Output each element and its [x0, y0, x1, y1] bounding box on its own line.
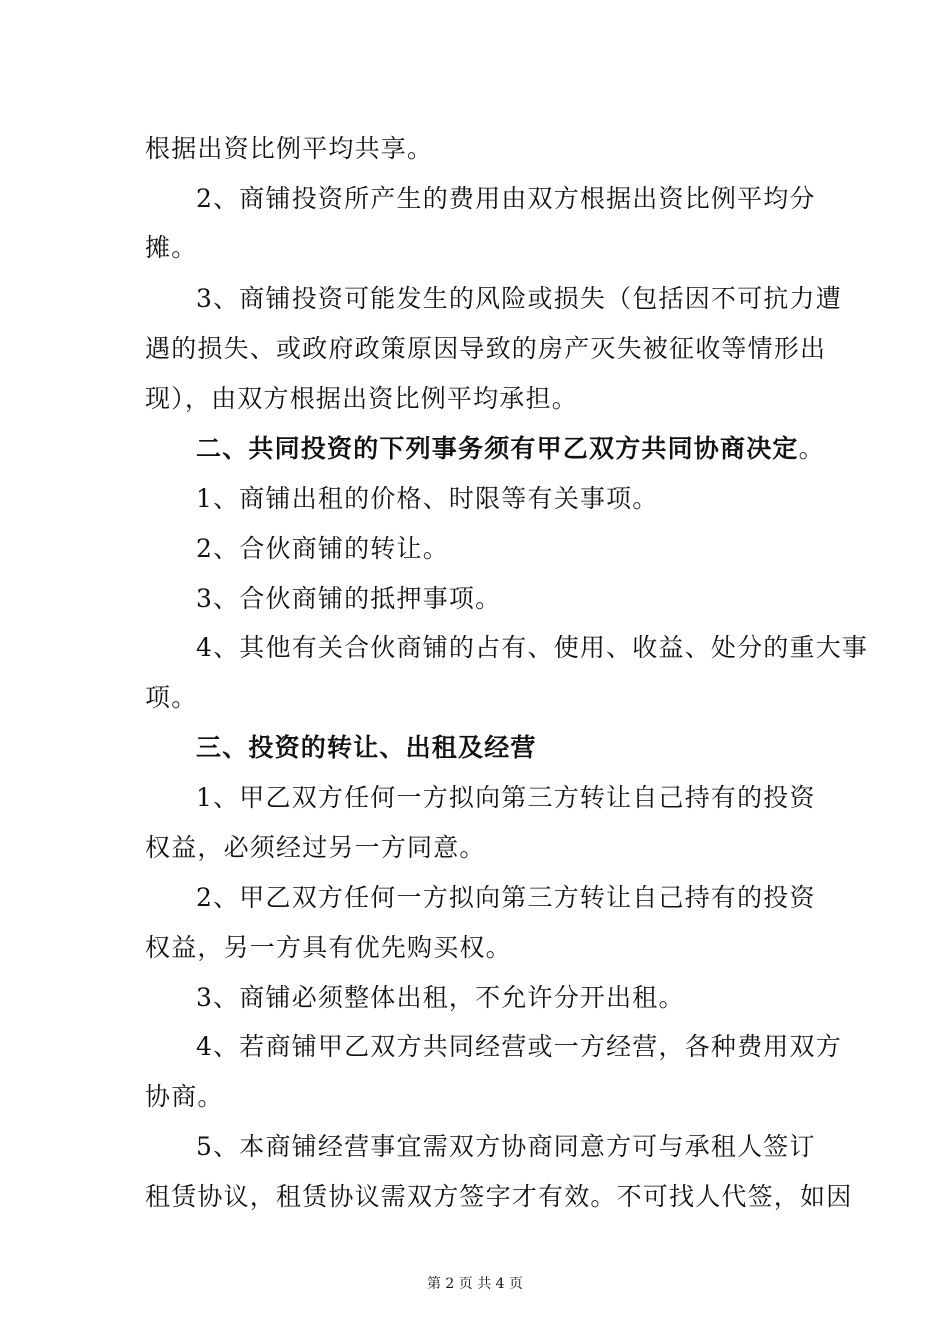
text-line-17: 权益，另一方具有优先购买权。: [145, 933, 512, 962]
text-line-12: 项。: [145, 683, 198, 712]
text-line-14: 1、甲乙双方任何一方拟向第三方转让自己持有的投资: [196, 783, 816, 812]
text-line-8: 1、商铺出租的价格、时限等有关事项。: [196, 484, 659, 513]
text-line-20: 协商。: [145, 1082, 224, 1111]
text-line-6: 现），由双方根据出资比例平均承担。: [145, 384, 578, 413]
text-line-2: 2、商铺投资所产生的费用由双方根据出资比例平均分: [196, 184, 816, 213]
text-line-19: 4、若商铺甲乙双方共同经营或一方经营，各种费用双方: [196, 1032, 842, 1061]
text-line-3: 摊。: [145, 233, 198, 262]
text-line-21: 5、本商铺经营事宜需双方协商同意方可与承租人签订: [196, 1132, 816, 1161]
text-line-16: 2、甲乙双方任何一方拟向第三方转让自己持有的投资: [196, 883, 816, 912]
text-line-15: 权益，必须经过另一方同意。: [145, 833, 486, 862]
section-heading-2-period: 。: [798, 434, 825, 463]
section-heading-3: 三、投资的转让、出租及经营: [196, 733, 537, 762]
section-heading-2-text: 二、共同投资的下列事务须有甲乙双方共同协商决定: [196, 434, 799, 463]
text-line-4: 3、商铺投资可能发生的风险或损失（包括因不可抗力遭: [196, 284, 842, 313]
text-line-5: 遇的损失、或政府政策原因导致的房产灭失被征收等情形出: [145, 334, 827, 363]
text-line-11: 4、其他有关合伙商铺的占有、使用、收益、处分的重大事: [196, 633, 869, 662]
page-number-footer: 第 2 页 共 4 页: [426, 1276, 524, 1292]
text-line-1: 根据出资比例平均共享。: [145, 134, 434, 163]
text-line-22: 租赁协议，租赁协议需双方签字才有效。不可找人代签，如因: [145, 1182, 853, 1211]
section-heading-2: [196, 432, 825, 466]
text-line-10: 3、合伙商铺的抵押事项。: [196, 584, 502, 613]
text-line-18: 3、商铺必须整体出租，不允许分开出租。: [196, 983, 685, 1012]
text-line-9: 2、合伙商铺的转让。: [196, 534, 449, 563]
